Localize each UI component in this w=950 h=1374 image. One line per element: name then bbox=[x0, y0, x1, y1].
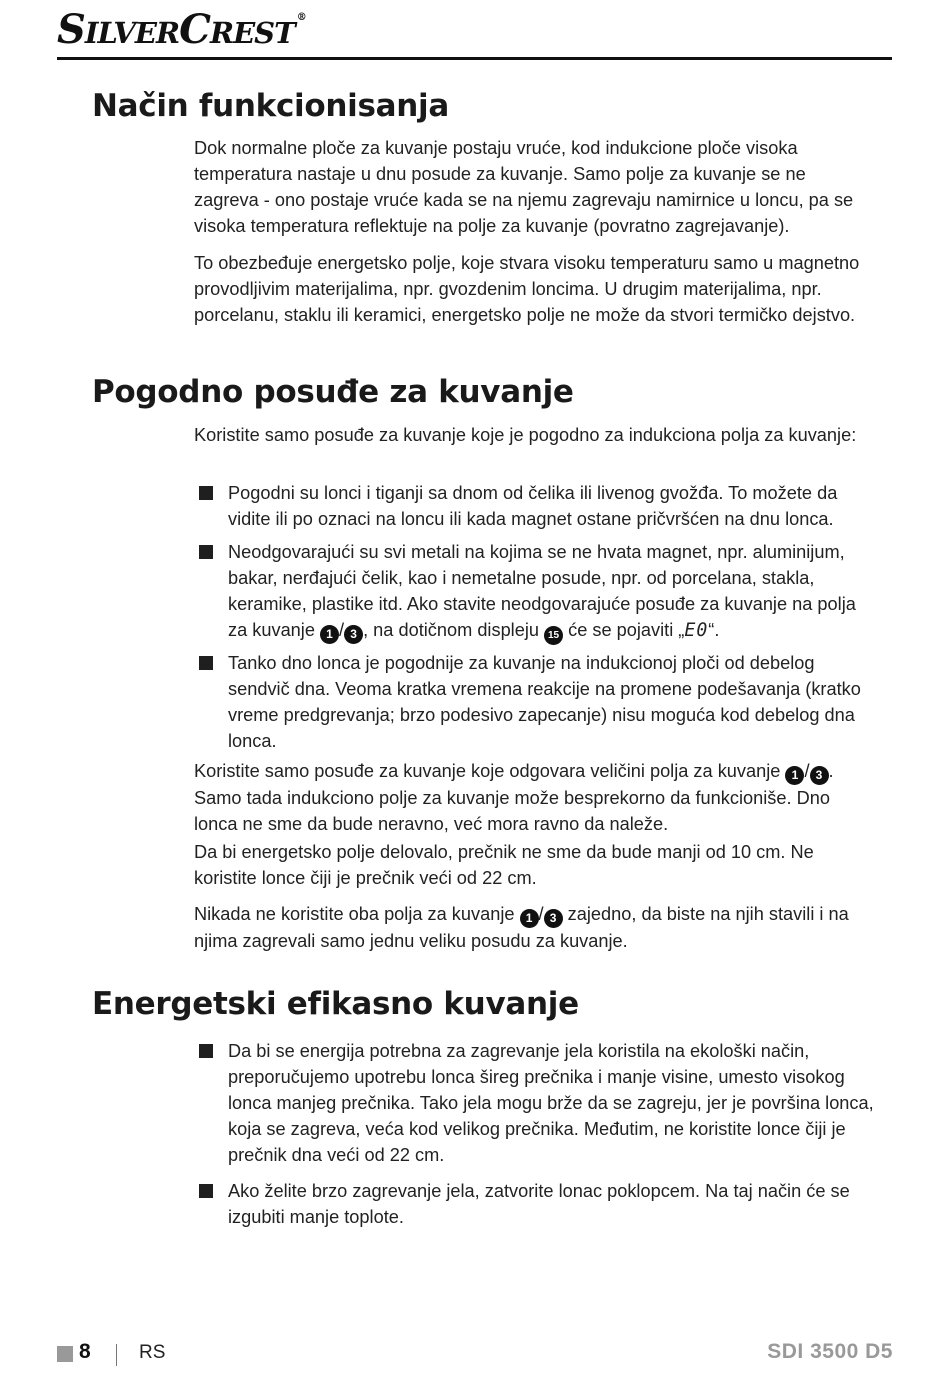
text-run: Neodgovarajući su svi metali na kojima se ne hvata magnet, npr. aluminijum, bakar, nerđajući čelik, kao i nemetalne posude, npr. od porcelana, stakla, keramike, plastike itd. Ako stavite neodgovarajuće posuđe za kuvanje na polja za kuvanje bbox=[228, 542, 856, 640]
ref-number-3: 3 bbox=[344, 625, 363, 644]
paragraph: Koristite samo posuđe za kuvanje koje je pogodno za indukciona polja za kuvanje: bbox=[194, 425, 857, 445]
section-title: Pogodno posuđe za kuvanje bbox=[92, 374, 574, 410]
model-number: SDI 3500 D5 bbox=[767, 1340, 893, 1363]
footer-square-icon bbox=[57, 1346, 73, 1362]
list-item bbox=[199, 1038, 874, 1168]
bullet-square-icon bbox=[199, 656, 213, 670]
footer-divider bbox=[116, 1344, 117, 1366]
brand-letter: C bbox=[179, 6, 210, 53]
list-item-text: Pogodni su lonci i tiganji sa dnom od čelika ili livenog gvožđa. To možete da vidite ili po oznaci na loncu ili kada magnet ostane pričvršćen na dnu lonca. bbox=[228, 483, 838, 529]
text-run: “. bbox=[708, 620, 720, 640]
ref-number-1: 1 bbox=[785, 766, 804, 785]
language-code: RS bbox=[139, 1342, 166, 1363]
list-item bbox=[199, 480, 874, 532]
brand-letters: REST bbox=[209, 16, 295, 50]
text-run: će se pojaviti „ bbox=[563, 620, 685, 640]
bullet-square-icon bbox=[199, 1044, 213, 1058]
section-title: Način funkcionisanja bbox=[92, 88, 449, 124]
text-run: , na dotičnom displeju bbox=[363, 620, 545, 640]
brand-logo bbox=[57, 6, 306, 53]
paragraph bbox=[194, 758, 874, 837]
text-run: . Samo tada indukciono polje za kuvanje može besprekorno da funkcioniše. Dno lonca ne sme da bude neravno, već mora ravno da naleže. bbox=[194, 761, 834, 834]
list-item bbox=[199, 650, 874, 754]
bullet-square-icon bbox=[199, 1184, 213, 1198]
list-item-text: Da bi se energija potrebna za zagrevanje jela koristila na ekološki način, preporučujemo upotrebu lonca šireg prečnika i manje visine, umesto visokog lonca manjeg prečnika. Tako jela mogu brže da se zagreju, jer je površina lonca, koja se zagreva, veća kod velikog prečnika. Međutim, ne koristite lonce čiji je prečnik dna veći od 22 cm. bbox=[228, 1041, 874, 1165]
text-run: Koristite samo posuđe za kuvanje koje odgovara veličini polja za kuvanje bbox=[194, 761, 786, 781]
list-item-text: Ako želite brzo zagrevanje jela, zatvorite lonac poklopcem. Na taj način će se izgubiti manje toplote. bbox=[228, 1181, 850, 1227]
ref-number-3: 3 bbox=[544, 909, 563, 928]
paragraph: To obezbeđuje energetsko polje, koje stvara visoku temperaturu samo u magnetno provodljivim materijalima, npr. gvozdenim loncima. U drugim materijalima, npr. porcelanu, staklu ili keramici, energetsko polje ne može da stvori termičko dejstvo. bbox=[194, 253, 860, 325]
paragraph bbox=[194, 901, 874, 954]
list-item bbox=[199, 1178, 874, 1230]
section-title: Energetski efikasno kuvanje bbox=[92, 986, 579, 1022]
list-item-text bbox=[228, 539, 874, 645]
list-item-text: Tanko dno lonca je pogodnije za kuvanje na indukcionoj ploči od debelog sendvič dna. Veoma kratka vremena reakcije na promene podešavanja (kratko vreme predgrevanja; brzo podesivo zapecanje) nisu moguća kod debelog dna lonca. bbox=[228, 653, 861, 751]
brand-letter: S bbox=[57, 6, 85, 53]
paragraph: Dok normalne ploče za kuvanje postaju vruće, kod indukcione ploče visoka temperatura nastaje u dnu posude za kuvanje. Samo polje za kuvanje se ne zagreva - ono postaje vruće kada se na njemu zagrevaju namirnice u loncu, pa se visoka temperatura reflektuje na polje za kuvanje (povratno zagrejavanje). bbox=[194, 138, 854, 236]
ref-number-1: 1 bbox=[320, 625, 339, 644]
display-code: E0 bbox=[684, 620, 709, 641]
header-rule bbox=[57, 57, 892, 60]
list-item bbox=[199, 539, 874, 645]
slash: / bbox=[538, 904, 544, 924]
paragraph: Da bi energetsko polje delovalo, prečnik ne sme da bude manji od 10 cm. Ne koristite lonce čiji je prečnik veći od 22 cm. bbox=[194, 842, 814, 888]
page-number: 8 bbox=[79, 1340, 91, 1363]
ref-number-15: 15 bbox=[544, 626, 563, 645]
slash: / bbox=[804, 761, 810, 781]
slash: / bbox=[339, 620, 345, 640]
text-run: zajedno, da biste na njih stavili i na njima zagrevali samo jednu veliku posudu za kuvanje. bbox=[194, 904, 849, 951]
brand-letters: ILVER bbox=[84, 16, 180, 50]
text-run: Nikada ne koristite oba polja za kuvanje bbox=[194, 904, 520, 924]
bullet-square-icon bbox=[199, 545, 213, 559]
ref-number-3: 3 bbox=[810, 766, 829, 785]
bullet-square-icon bbox=[199, 486, 213, 500]
registered-mark: ® bbox=[296, 12, 306, 23]
ref-number-1: 1 bbox=[520, 909, 539, 928]
